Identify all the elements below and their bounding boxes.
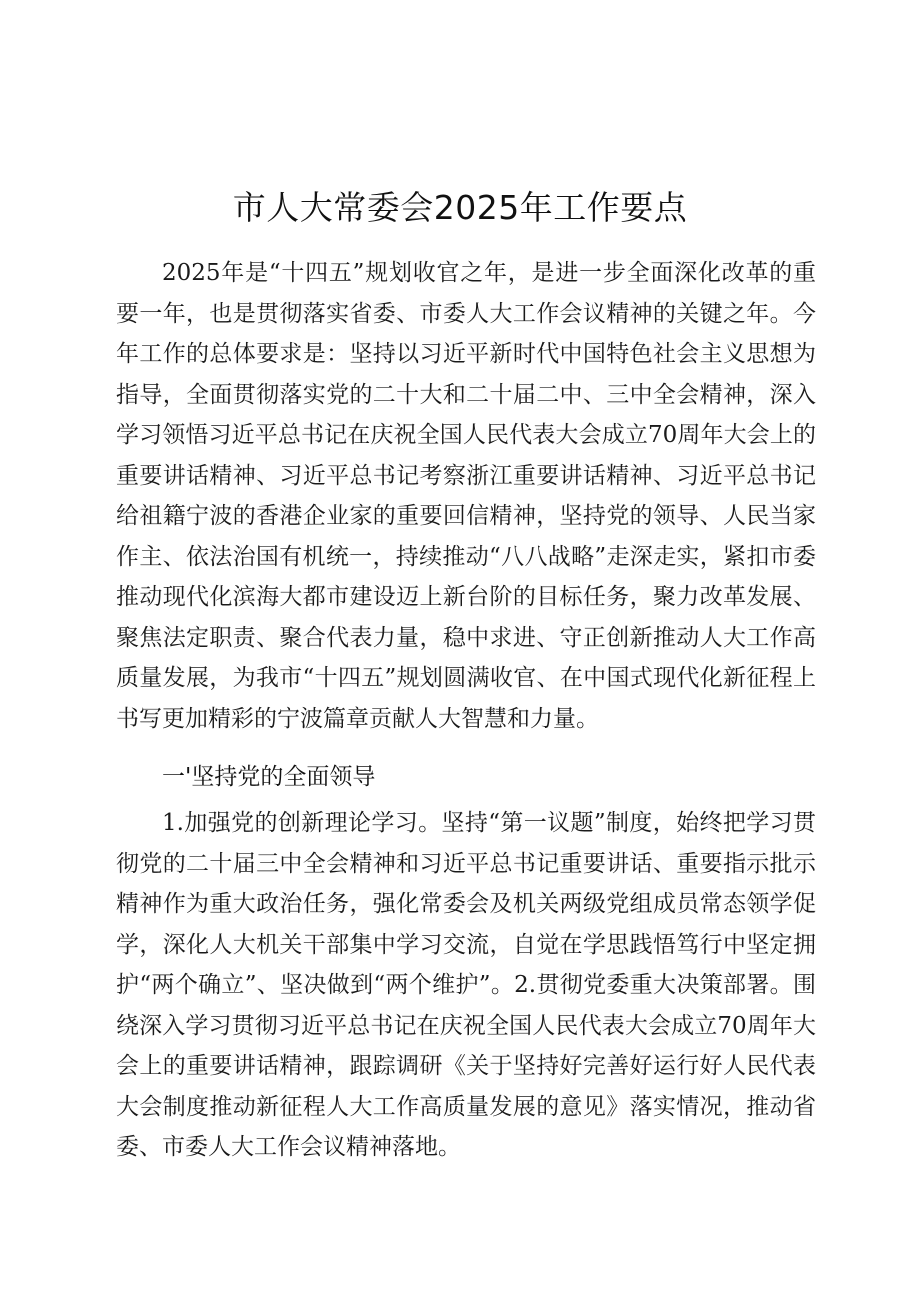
- intro-paragraph: 2025年是“十四五”规划收官之年，是进一步全面深化改革的重要一年，也是贯彻落实省委、市委人大工作会议精神的关键之年。今年工作的总体要求是：坚持以习近平新时代中国特色社会主义思想为指导，全面贯彻落实党的二十大和二十届二中、三中全会精神，深入学习领悟习近平总书记在庆祝全国人民代表大会成立70周年大会上的重要讲话精神、习近平总书记考察浙江重要讲话精神、习近平总书记给祖籍宁波的香港企业家的重要回信精神，坚持党的领导、人民当家作主、依法治国有机统一，持续推动“八八战略”走深走实，紧扣市委推动现代化滨海大都市建设迈上新台阶的目标任务，聚力改革发展、聚焦法定职责、聚合代表力量，稳中求进、守正创新推动人大工作高质量发展，为我市“十四五”规划圆满收官、在中国式现代化新征程上书写更加精彩的宁波篇章贡献人大智慧和力量。: [116, 260, 816, 732]
- section-heading-party-leadership: 一'坚持党的全面领导: [162, 764, 376, 790]
- section-paragraph-party-leadership: 1.加强党的创新理论学习。坚持“第一议题”制度，始终把学习贯彻党的二十届三中全会精神和习近平总书记重要讲话、重要指示批示精神作为重大政治任务，强化常委会及机关两级党组成员常态领学促学，深化人大机关干部集中学习交流，自觉在学思践悟笃行中坚定拥护“两个确立”、坚决做到“两个维护”。2.贯彻党委重大决策部署。围绕深入学习贯彻习近平总书记在庆祝全国人民代表大会成立70周年大会上的重要讲话精神，跟踪调研《关于坚持好完善好运行好人民代表大会制度推动新征程人大工作高质量发展的意见》落实情况，推动省委、市委人大工作会议精神落地。: [116, 810, 816, 1160]
- document-title: 市人大常委会2025年工作要点: [232, 188, 688, 227]
